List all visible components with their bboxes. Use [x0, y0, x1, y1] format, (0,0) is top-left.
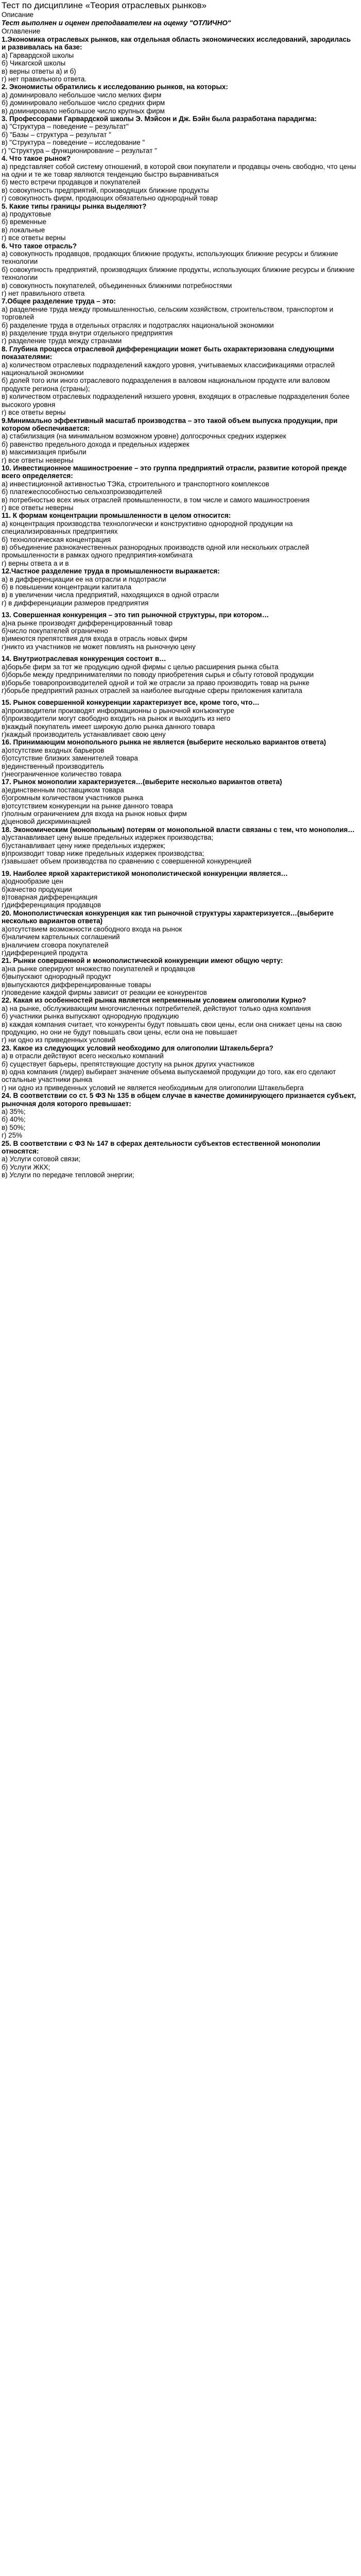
- answer-option: б)отсутствие близких заменителей товара: [2, 754, 138, 762]
- answer-option: г)неограниченное количество товара: [2, 770, 122, 778]
- question-stem: 25. В соответствии с ФЗ № 147 в сферах деятельности субъектов естественной монополии относятся:: [2, 1139, 320, 1156]
- question-block: [0, 826, 361, 866]
- question-block: [0, 870, 361, 909]
- answer-option: в)выпускаются дифференцированные товары: [2, 980, 151, 989]
- answer-option: б) равенство предельного дохода и предельных издержек: [2, 440, 190, 448]
- answer-option: а)однообразие цен: [2, 877, 63, 886]
- question-stem: 9.Минимально эффективный масштаб производства – это такой объем выпуска продукции, при котором обеспечивается:: [2, 416, 338, 432]
- answer-option: в) объединение разнокачественных разнородных производств одной или нескольких отраслей промышленности в рамках одного предприятия-комбината: [2, 544, 310, 560]
- answer-option: в)имеются препятствия для входа в отрасль новых фирм: [2, 635, 187, 643]
- answer-option: в)отсутствием конкуренции на рынке данного товара: [2, 802, 173, 810]
- answer-option: в) верны ответы а) и б): [2, 67, 76, 75]
- answer-option: г)каждый производитель устанавливает свою цену: [2, 730, 166, 738]
- answer-list: [2, 1052, 357, 1092]
- question-block: [0, 242, 361, 298]
- answer-list: [2, 1155, 357, 1179]
- question-block: [0, 611, 361, 651]
- answer-option: г) все ответы верны: [2, 409, 66, 417]
- question-stem: 12.Частное разделение труда в промышленности выражается:: [2, 567, 220, 575]
- document-title: Тест по дисциплине «Теория отраслевых рынков»: [2, 1, 207, 10]
- answer-list: [2, 747, 357, 778]
- answer-list: [2, 432, 357, 464]
- answer-option: г) нет правильного ответа.: [2, 75, 87, 83]
- answer-option: б) Чикагской школы: [2, 59, 66, 67]
- answer-option: г)дифференциация продавцов: [2, 901, 101, 909]
- answer-option: а) 35%;: [2, 1108, 26, 1116]
- answer-option: г) разделение труда между странами: [2, 337, 122, 345]
- question-stem: 24. В соответствии со ст. 5 ФЗ № 135 в общем случае в качестве доминирующего признается субъект, рыночная доля которого превышает:: [2, 1092, 356, 1108]
- question-block: [0, 655, 361, 694]
- question-block: [0, 909, 361, 957]
- question-stem: 4. Что такое рынок?: [2, 155, 71, 163]
- answer-list: [2, 786, 357, 826]
- question-block: [0, 417, 361, 464]
- answer-option: в)каждый покупатель имеет широкую долю рынка данного товара: [2, 722, 215, 731]
- question-block: [0, 115, 361, 155]
- question-stem: 1.Экономика отраслевых рынков, как отдельная область экономических исследований, зародилась и развивалась на базе:: [2, 36, 351, 52]
- question-stem: 13. Совершенная конкуренция – это тип рыночной структуры, при котором…: [2, 611, 269, 619]
- answer-option: в) Услуги по передаче тепловой энергии;: [2, 1171, 134, 1179]
- answer-list: [2, 1108, 357, 1140]
- question-block: [0, 83, 361, 115]
- answer-option: г) нет правильного ответа: [2, 290, 85, 297]
- answer-option: а) инвестиционной активностью ТЭКа, строительного и транспортного комплексов: [2, 480, 269, 488]
- question-stem: 15. Рынок совершенной конкуренции характеризует все, кроме того, что…: [2, 699, 260, 707]
- answer-option: б) разделение труда в отдельных отраслях и подотраслях национальной экономики: [2, 321, 274, 329]
- answer-option: б) долей того или иного отраслевого подразделения в валовом национальном продукте или валовом продукте региона (страны);: [2, 377, 330, 393]
- answer-list: [2, 361, 357, 417]
- answer-list: [2, 1005, 357, 1044]
- answer-option: г) все ответы неверны: [2, 456, 74, 464]
- answer-list: [2, 877, 357, 909]
- answer-option: б)наличием картельных соглашений: [2, 933, 120, 941]
- answer-option: г) "Структура – функционирование – результат ": [2, 146, 157, 155]
- answer-option: б) совокупность предприятий, производящих ближние продукты, использующих ближние ресурсы и ближние технологии: [2, 265, 355, 282]
- answer-option: в) каждая компания считает, что конкуренты будут повышать свои цены, если она снижает цены на свою продукцию, но они не будут повышать свои цены, если она не повышает: [2, 1020, 342, 1036]
- answer-list: [2, 123, 357, 155]
- answer-option: а)на рынке оперируют множество покупателей и продавцов: [2, 964, 195, 973]
- answer-option: а) в дифференциации ее на отрасли и подотрасли: [2, 575, 166, 583]
- answer-list: [2, 210, 357, 242]
- question-block: [0, 464, 361, 512]
- answer-option: в)производит товар ниже предельных издержек производства;: [2, 850, 204, 858]
- answer-list: [2, 52, 357, 83]
- question-stem: 10. Инвестиционное машиностроение – это группа предприятий отрасли, развитие которой прежде всего определяется:: [2, 464, 347, 480]
- answer-list: [2, 707, 357, 739]
- question-block: [0, 567, 361, 607]
- question-block: [0, 957, 361, 996]
- question-stem: 7.Общее разделение труда – это:: [2, 297, 116, 306]
- answer-option: б) место встречи продавцов и покупателей: [2, 178, 141, 187]
- answer-option: б) "Базы – структура – результат ": [2, 130, 111, 139]
- answer-option: г)никто из участников не может повлиять на рыночную цену: [2, 642, 196, 651]
- answer-option: в) доминировало небольшое число крупных фирм: [2, 107, 165, 115]
- question-block: [0, 155, 361, 202]
- answer-list: [2, 163, 357, 202]
- answer-option: а) совокупность продавцов, продающих ближние продукты, использующих ближние ресурсы и ближние технологии: [2, 249, 338, 266]
- answer-option: г)дифференцией продукта: [2, 948, 88, 957]
- question-block: [0, 1092, 361, 1139]
- answer-option: в) совокупность покупателей, объединенных ближними потребностями: [2, 281, 232, 290]
- question-list: [0, 36, 361, 1179]
- answer-option: а)производители производят информационны о рыночной конъюнктуре: [2, 706, 234, 715]
- answer-option: г) верны ответа а и в: [2, 559, 69, 567]
- question-stem: 17. Рынок монополии характеризуется…(выберите несколько вариантов ответа): [2, 778, 282, 786]
- question-stem: 8. Глубина процесса отраслевой дифференциации может быть охарактеризована следующими показателями:: [2, 345, 334, 361]
- answer-option: д)ценовой дискриминацией: [2, 818, 91, 826]
- answer-option: в) "Структура – поведение – исследование ": [2, 139, 145, 147]
- answer-option: г) в дифференциации размеров предприятия: [2, 599, 149, 607]
- answer-option: б) платежеспособностью сельхозпроизводителей: [2, 488, 162, 496]
- answer-option: г)полным ограничением для входа на рынок новых фирм: [2, 810, 187, 818]
- question-stem: 19. Наиболее яркой характеристикой монополистической конкуренции является…: [2, 869, 288, 877]
- answer-option: б) участники рынка выпускают однородную продукцию: [2, 1012, 179, 1021]
- question-block: [0, 36, 361, 83]
- answer-option: б)производители могут свободно входить на рынок и выходить из него: [2, 715, 231, 723]
- question-stem: 14. Внутриотраслевая конкуренция состоит в…: [2, 655, 166, 663]
- answer-list: [2, 250, 357, 297]
- answer-option: б) временные: [2, 218, 47, 226]
- question-stem: 23. Какое из следующих условий необходимо для олигополии Штакельберга?: [2, 1044, 273, 1052]
- answer-list: [2, 834, 357, 866]
- answer-option: б)выпускают однородный продукт: [2, 973, 112, 981]
- grade-note: Тест выполнен и оценен преподавателем на оценку "ОТЛИЧНО": [2, 19, 231, 27]
- answer-option: б) технологическая концентрация: [2, 535, 111, 544]
- question-stem: 18. Экономическим (монопольным) потерям от монопольной власти связаны с тем, что монополия…: [2, 825, 355, 834]
- answer-option: в)борьбе товаропроизводителей одной и той же отрасли за право производить товар на рынке: [2, 679, 310, 687]
- answer-option: а)единственным поставщиком товара: [2, 786, 124, 794]
- answer-option: в) количеством отраслевых подразделений низшего уровня, входящих в отраслевые подразделения более высокого уровня: [2, 393, 350, 409]
- answer-option: б) доминировало небольшое число средних фирм: [2, 99, 165, 107]
- question-stem: 3. Профессорами Гарвардской школы Э. Мэйсон и Дж. Бэйн была разработана парадигма:: [2, 115, 317, 123]
- answer-option: г) совокупность фирм, продающих обязательно однородный товар: [2, 194, 218, 202]
- answer-option: в) потребностью всех иных отраслей промышленности, в том числе и самого машиностроения: [2, 496, 310, 504]
- answer-option: б)огромным количеством участников рынка: [2, 794, 143, 802]
- question-stem: 22. Какая из особенностей рынка является непременным условием олигополии Курно?: [2, 996, 306, 1005]
- question-stem: 2. Экономисты обратились к исследованию рынков, на которых:: [2, 83, 228, 91]
- question-stem: 6. Что такое отрасль?: [2, 242, 77, 250]
- table-of-contents-label: Оглавление: [2, 27, 41, 35]
- question-stem: 5. Какие типы границы рынка выделяют?: [2, 202, 147, 210]
- answer-option: г) 25%: [2, 1131, 23, 1140]
- answer-option: в) в увеличении числа предприятий, находящихся в одной отрасли: [2, 591, 219, 599]
- question-block: [0, 297, 361, 345]
- answer-option: а) "Структура – поведение – результат": [2, 123, 129, 131]
- answer-option: а) в отрасли действуют всего несколько компаний: [2, 1052, 164, 1060]
- answer-option: а)борьбе фирм за тот же продукцию одной фирмы с целью расширения рынка сбыта: [2, 663, 279, 671]
- answer-list: [2, 306, 357, 345]
- answer-option: г)завышает объем производства по сравнению с совершенной конкуренцией: [2, 857, 252, 866]
- answer-option: б)борьбе между предпринимателями по поводу приобретения сырья и сбыту готовой продукции: [2, 671, 314, 679]
- answer-option: а) на рынке, обслуживающим многочисленных потребителей, действуют только одна компания: [2, 1004, 311, 1012]
- answer-option: в) разделение труда внутри отдельного предприятия: [2, 329, 173, 337]
- answer-option: а)устанавливает цену выше предельных издержек производства;: [2, 834, 214, 842]
- answer-option: в) максимизация прибыли: [2, 448, 87, 456]
- answer-option: в) 50%;: [2, 1123, 26, 1131]
- answer-option: б) в повышении концентрации капитала: [2, 583, 132, 591]
- answer-list: [2, 925, 357, 957]
- answer-option: а)на рынке производят дифференцированный товар: [2, 619, 173, 627]
- question-block: [0, 738, 361, 778]
- question-block: [0, 1140, 361, 1179]
- answer-option: в) одна компания (лидер) выбирает значение объема выпускаемой продукции до того, как его сделают остальные участники рынка: [2, 1068, 336, 1084]
- answer-list: [2, 965, 357, 997]
- answer-list: [2, 480, 357, 512]
- answer-option: б)число покупателей ограничено: [2, 627, 108, 635]
- answer-option: г)борьбе предприятий разных отраслей за наиболее выгодные сферы приложения капитала: [2, 686, 302, 694]
- answer-list: [2, 619, 357, 651]
- answer-option: в) локальные: [2, 226, 45, 234]
- question-stem: 11. К формам концентрации промышленности в целом относится:: [2, 512, 231, 520]
- answer-option: а) разделение труда между промышленностью, сельским хозяйством, строительством, транспортом и торговлей: [2, 305, 334, 321]
- answer-list: [2, 663, 357, 695]
- answer-option: а) продуктовые: [2, 210, 51, 218]
- answer-list: [2, 91, 357, 115]
- answer-option: а) Гарвардской школы: [2, 51, 74, 59]
- question-stem: 21. Рынки совершенной и монополистической конкуренции имеют общую черту:: [2, 957, 283, 965]
- answer-option: в)наличием сговора покупателей: [2, 941, 109, 949]
- answer-option: г)поведение каждой фирмы зависит от реакции ее конкурентов: [2, 988, 207, 996]
- answer-option: а)отсутствие входных барьеров: [2, 746, 105, 754]
- document-description-label: Описание: [2, 11, 34, 19]
- question-stem: 16. Принимающим монопольного рынка не является (выберите несколько вариантов ответа): [2, 738, 326, 747]
- answer-option: г) ни одно из приведенных условий не является необходимым для олигополии Штакельберга: [2, 1083, 304, 1092]
- question-block: [0, 202, 361, 242]
- question-block: [0, 345, 361, 417]
- question-block: [0, 996, 361, 1044]
- question-stem: 20. Монополистическая конкуренция как тип рыночной структуры характеризуется…(выберите несколько вариантов ответа): [2, 909, 334, 925]
- answer-option: б)качество продукции: [2, 885, 72, 893]
- answer-list: [2, 575, 357, 607]
- answer-option: б)устанавливает цену ниже предельных издержек;: [2, 841, 166, 850]
- question-block: [0, 1044, 361, 1092]
- answer-option: в)товарная дифференциация: [2, 893, 98, 902]
- answer-option: б) Услуги ЖКХ;: [2, 1163, 50, 1171]
- answer-option: б) 40%;: [2, 1115, 26, 1124]
- question-block: [0, 778, 361, 825]
- answer-list: [2, 520, 357, 567]
- answer-option: в)единственный производитель: [2, 762, 104, 770]
- answer-option: а) доминировало небольшое число мелких фирм: [2, 91, 162, 99]
- answer-option: г) все ответы неверны: [2, 503, 74, 512]
- question-block: [0, 699, 361, 738]
- answer-option: а) стабилизация (на минимальном возможном уровне) долгосрочных средних издержек: [2, 432, 286, 440]
- answer-option: а)отсутствием возможности свободного входа на рынок: [2, 925, 182, 933]
- answer-option: а) Услуги сотовой связи;: [2, 1155, 81, 1163]
- answer-option: а) представляет собой систему отношений, в которой свои покупатели и продавцы очень свободно, что цены на одни и те же товар являются тенденцию быстро выравниваться: [2, 162, 356, 178]
- question-block: [0, 512, 361, 567]
- document-header: [0, 0, 361, 36]
- answer-option: в) совокупность предприятий, производящих ближние продукты: [2, 186, 209, 194]
- answer-option: г) ни одно из приведенных условий: [2, 1036, 116, 1044]
- answer-option: г) все ответы верны: [2, 234, 66, 242]
- answer-option: а) концентрация производства технологически и конструктивно однородной продукции на специализированных предприятиях: [2, 519, 293, 536]
- answer-option: а) количеством отраслевых подразделений каждого уровня, учитываемых классификациями отраслей национальной экономики: [2, 361, 335, 377]
- answer-option: б) существует барьеры, препятствующие доступу на рынок других участников: [2, 1060, 255, 1068]
